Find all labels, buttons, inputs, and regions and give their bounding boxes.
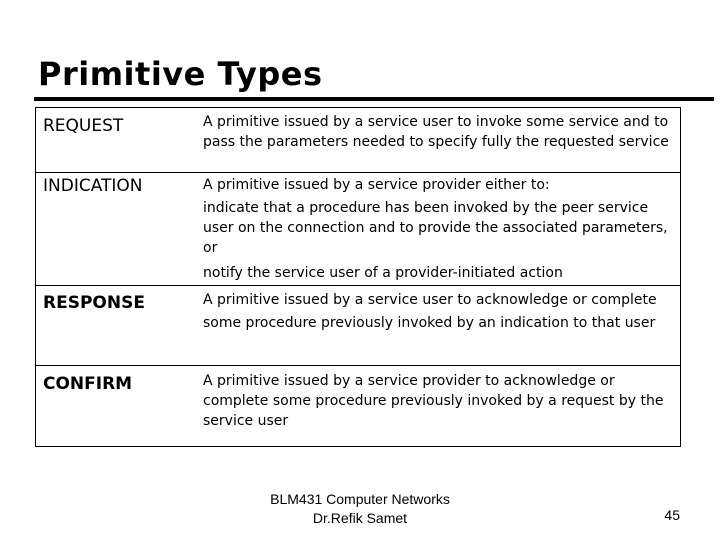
definition-confirm — [203, 371, 673, 431]
definition-line: service user — [203, 413, 289, 429]
definition-line: some procedure previously invoked by an indication to that user — [203, 315, 656, 331]
row-divider — [35, 285, 681, 286]
definition-line: notify the service user of a provider-initiated action — [203, 265, 563, 281]
definition-line: A primitive issued by a service user to acknowledge or complete — [203, 292, 657, 308]
definition-indication-option-1 — [203, 198, 673, 258]
term-request: REQUEST — [43, 116, 124, 136]
row-divider — [35, 365, 681, 366]
definition-line: A primitive issued by a service provider to acknowledge or — [203, 373, 615, 389]
page-number: 45 — [664, 507, 680, 523]
term-indication: INDICATION — [43, 176, 143, 196]
definition-line: complete some procedure previously invoked by a request by the — [203, 393, 664, 409]
definition-request — [203, 112, 673, 152]
definition-line: A primitive issued by a service user to invoke some service and to — [203, 114, 669, 130]
definition-indication-option-2 — [203, 263, 673, 283]
definition-line: pass the parameters needed to specify fully the requested service — [203, 134, 669, 150]
term-response: RESPONSE — [43, 293, 145, 313]
term-confirm: CONFIRM — [43, 374, 133, 394]
title-underline — [34, 97, 714, 101]
row-divider — [35, 172, 681, 173]
definition-response — [203, 290, 673, 333]
footer-author: Dr.Refik Samet — [312, 510, 408, 526]
definition-indication — [203, 175, 673, 195]
definition-line: A primitive issued by a service provider either to: — [203, 177, 550, 193]
footer-course: BLM431 Computer Networks — [270, 491, 450, 507]
slide-footer — [240, 490, 480, 528]
slide-title: Primitive Types — [38, 55, 323, 93]
definition-line: indicate that a procedure has been invoked by the peer service — [203, 200, 649, 216]
definition-line: or — [203, 240, 218, 256]
definition-line: user on the connection and to provide the associated parameters, — [203, 220, 668, 236]
